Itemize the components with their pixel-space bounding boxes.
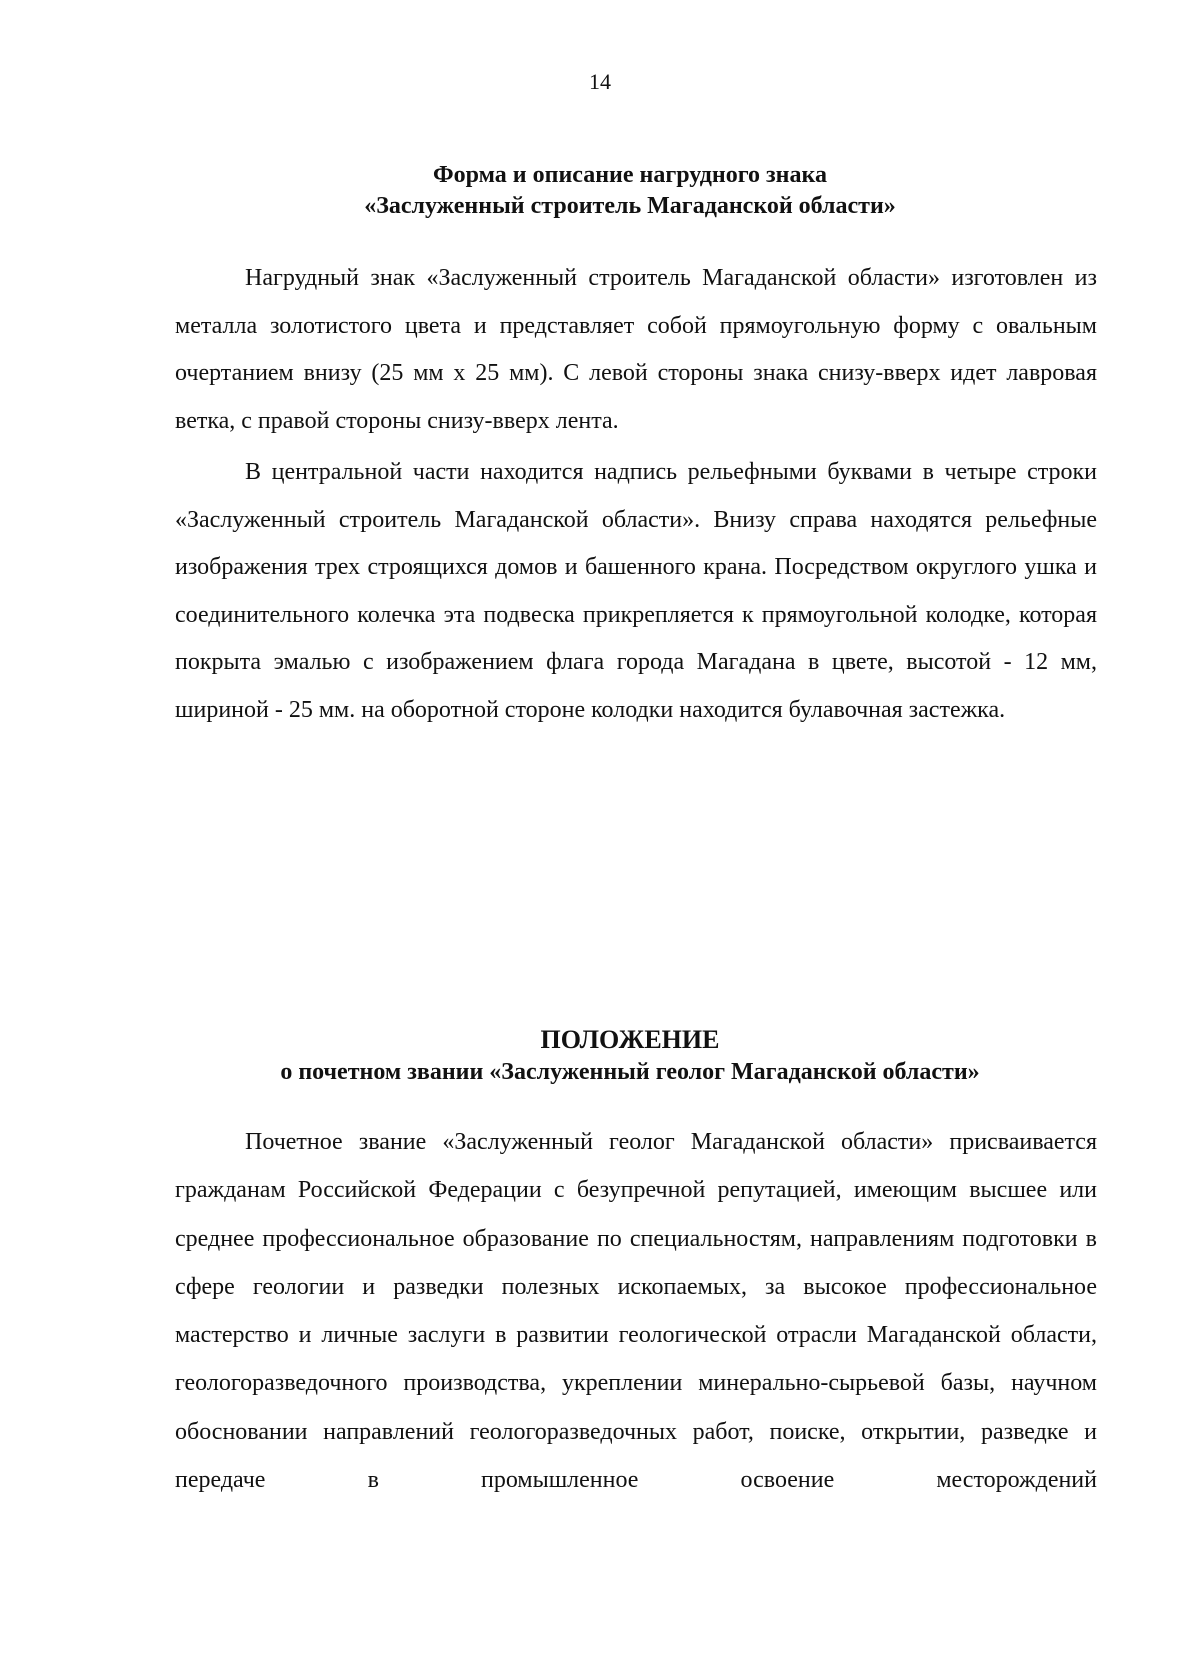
heading-line-1: Форма и описание нагрудного знака (433, 162, 827, 188)
section-heading-badge-description (160, 160, 1100, 222)
paragraph-title-conferral: Почетное звание «Заслуженный геолог Магаданской области» присваивается гражданам Российской Федерации с безупречной репутацией, имеющим высшее или среднее профессиональное образование по специальностям, направлениям подготовки в сфере геологии и разведки полезных ископаемых, за высокое профессиональное мастерство и личные заслуги в развитии геологической отрасли Магаданской области, геологоразведочного производства, укреплении минерально-сырьевой базы, научном обосновании направлений геологоразведочных работ, поиске, открытии, разведке и передаче в промышленное освоение месторождений (175, 1129, 1097, 1494)
heading-line-2: «Заслуженный строитель Магаданской области» (364, 193, 896, 219)
regulation-subtitle: о почетном звании «Заслуженный геолог Магаданской области» (280, 1059, 980, 1085)
regulation-title: ПОЛОЖЕНИЕ (540, 1025, 720, 1054)
page-number: 14 (589, 69, 611, 94)
paragraph-badge-material: Нагрудный знак «Заслуженный строитель Магаданской области» изготовлен из металла золотистого цвета и представляет собой прямоугольную форму с овальным очертанием внизу (25 мм х 25 мм). С левой стороны знака снизу-вверх идет лавровая ветка, с правой стороны снизу-вверх лента. (175, 265, 1097, 434)
paragraph-badge-inscription: В центральной части находится надпись рельефными буквами в четыре строки «Заслуженный строитель Магаданской области». Внизу справа находятся рельефные изображения трех строящихся домов и башенного крана. Посредством округлого ушка и соединительного колечка эта подвеска прикрепляется к прямоугольной колодке, которая покрыта эмалью с изображением флага города Магадана в цвете, высотой - 12 мм, шириной - 25 мм. на оборотной стороне колодки находится булавочная застежка. (175, 459, 1097, 723)
badge-description-body (175, 255, 1097, 734)
regulation-body (175, 1118, 1097, 1504)
